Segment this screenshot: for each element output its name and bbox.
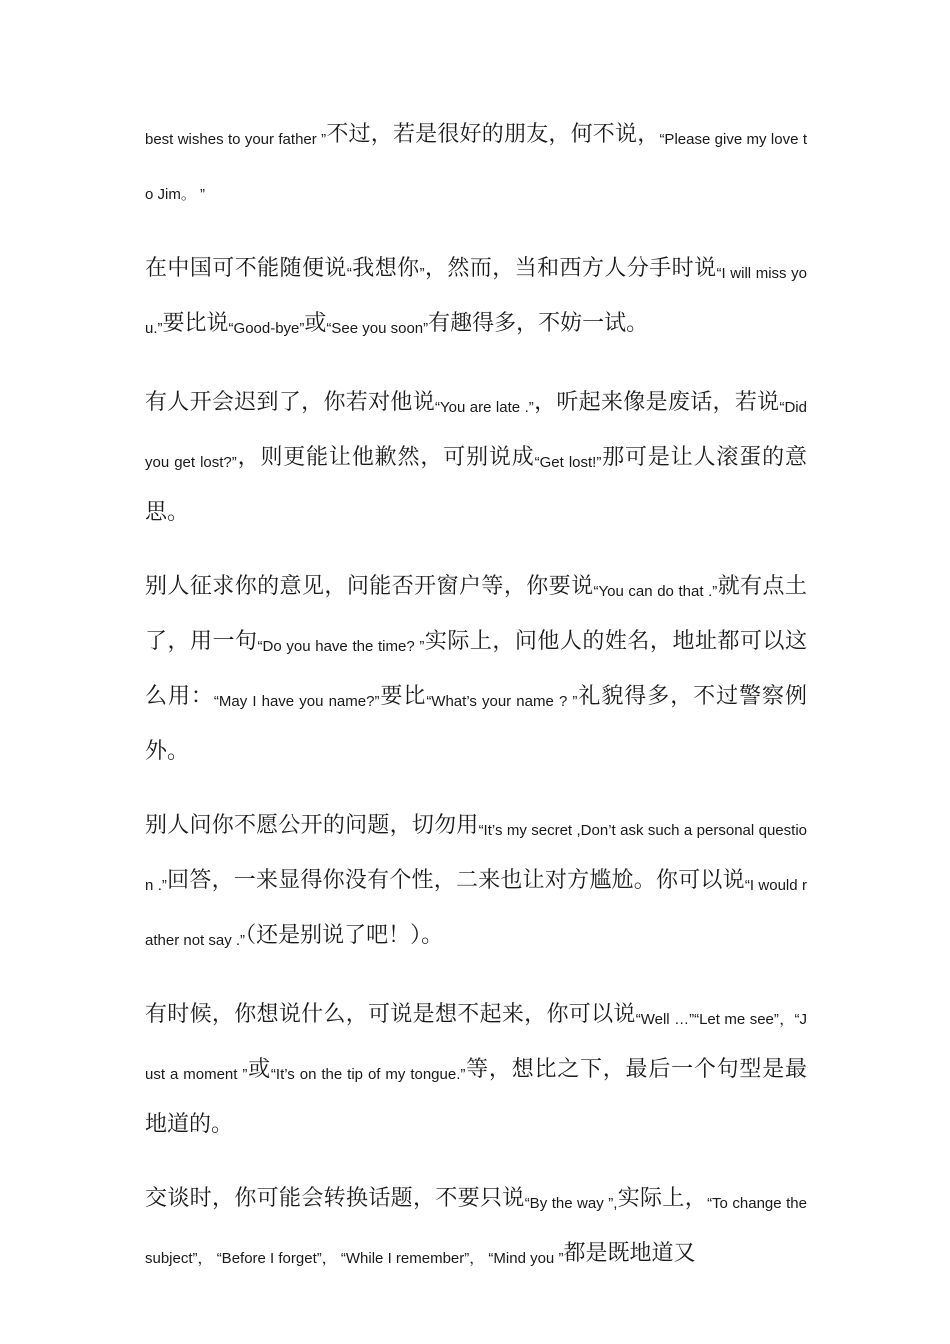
english-phrase: “By the way ”, xyxy=(524,1195,618,1212)
english-phrase: “ xyxy=(346,265,352,282)
chinese-text: ，听起来像是废话，若说 xyxy=(533,390,780,415)
english-phrase: “It’s on the tip of my tongue.” xyxy=(270,1066,466,1083)
chinese-text: 或 xyxy=(304,311,327,336)
chinese-text: 要比 xyxy=(379,684,427,709)
chinese-text: 都是既地道又 xyxy=(563,1241,696,1266)
english-phrase: “I will miss you.” xyxy=(145,265,807,337)
chinese-text: 别人问你不愿公开的问题，切勿用 xyxy=(145,813,479,838)
english-phrase: “Well …”“Let me see”，“Just a moment ” xyxy=(145,1011,807,1083)
chinese-text: 或 xyxy=(247,1057,271,1082)
english-phrase: “It’s my secret ,Don’t ask such a personal question .” xyxy=(145,822,807,894)
english-phrase: “See you soon” xyxy=(326,320,429,337)
english-phrase: “May I have you name?” xyxy=(213,693,380,710)
chinese-text: 等，想比之下，最后一个句型是最地道的。 xyxy=(145,1057,807,1137)
chinese-text: ，然而，当和西方人分手时说 xyxy=(424,256,717,281)
english-phrase: “Good-bye” xyxy=(228,320,305,337)
english-phrase: ” xyxy=(419,265,425,282)
chinese-text: 实际上，问他人的姓名，地址都可以这么用： xyxy=(145,629,807,709)
chinese-text: 在中国可不能随便说 xyxy=(145,256,347,281)
chinese-text: 有人开会迟到了，你若对他说 xyxy=(145,390,435,415)
chinese-text: 交谈时，你可能会转换话题，不要只说 xyxy=(145,1186,525,1211)
english-phrase: “What’s your name ? ” xyxy=(426,693,578,710)
paragraph xyxy=(145,801,807,966)
english-phrase: “I would rather not say .” xyxy=(145,877,807,949)
chinese-text: 回答，一来显得你没有个性，二来也让对方尴尬。你可以说 xyxy=(166,868,745,893)
english-phrase: “You are late .” xyxy=(435,399,534,416)
chinese-text: 别人征求你的意见，问能否开窗户等，你要说 xyxy=(145,574,594,599)
english-phrase: “Please give my love to Jim。 ” xyxy=(145,131,807,203)
paragraph xyxy=(145,990,807,1150)
chinese-text: 要比说 xyxy=(162,311,229,336)
chinese-text: 就有点土了，用一句 xyxy=(145,574,807,654)
chinese-text: 有时候，你想说什么，可说是想不起来，你可以说 xyxy=(145,1002,636,1027)
paragraph xyxy=(145,244,807,354)
chinese-text: （还是别说了吧！）。 xyxy=(245,923,444,948)
english-phrase: “To change the subject”， “Before I forget”， “While I remember”， “Mind you ” xyxy=(145,1195,807,1267)
paragraph xyxy=(145,1174,807,1284)
chinese-text: 有趣得多，不妨一试。 xyxy=(428,311,649,336)
document-body xyxy=(145,110,807,1308)
paragraph xyxy=(145,562,807,777)
english-phrase: best wishes to your father ” xyxy=(145,131,327,148)
chinese-text: 我想你 xyxy=(351,256,420,281)
english-phrase: “Get lost!” xyxy=(534,454,602,471)
english-phrase: “You can do that .” xyxy=(593,583,718,600)
chinese-text: 实际上， xyxy=(617,1186,708,1211)
chinese-text: 不过，若是很好的朋友，何不说， xyxy=(326,122,660,147)
chinese-text: 那可是让人滚蛋的意思。 xyxy=(145,445,807,525)
paragraph xyxy=(145,110,807,220)
english-phrase: “Do you have the time? ” xyxy=(257,638,425,655)
chinese-text: 礼貌得多，不过警察例外。 xyxy=(145,684,807,764)
paragraph xyxy=(145,378,807,538)
english-phrase: “Did you get lost?” xyxy=(145,399,807,471)
chinese-text: ，则更能让他歉然，可别说成 xyxy=(236,445,535,470)
